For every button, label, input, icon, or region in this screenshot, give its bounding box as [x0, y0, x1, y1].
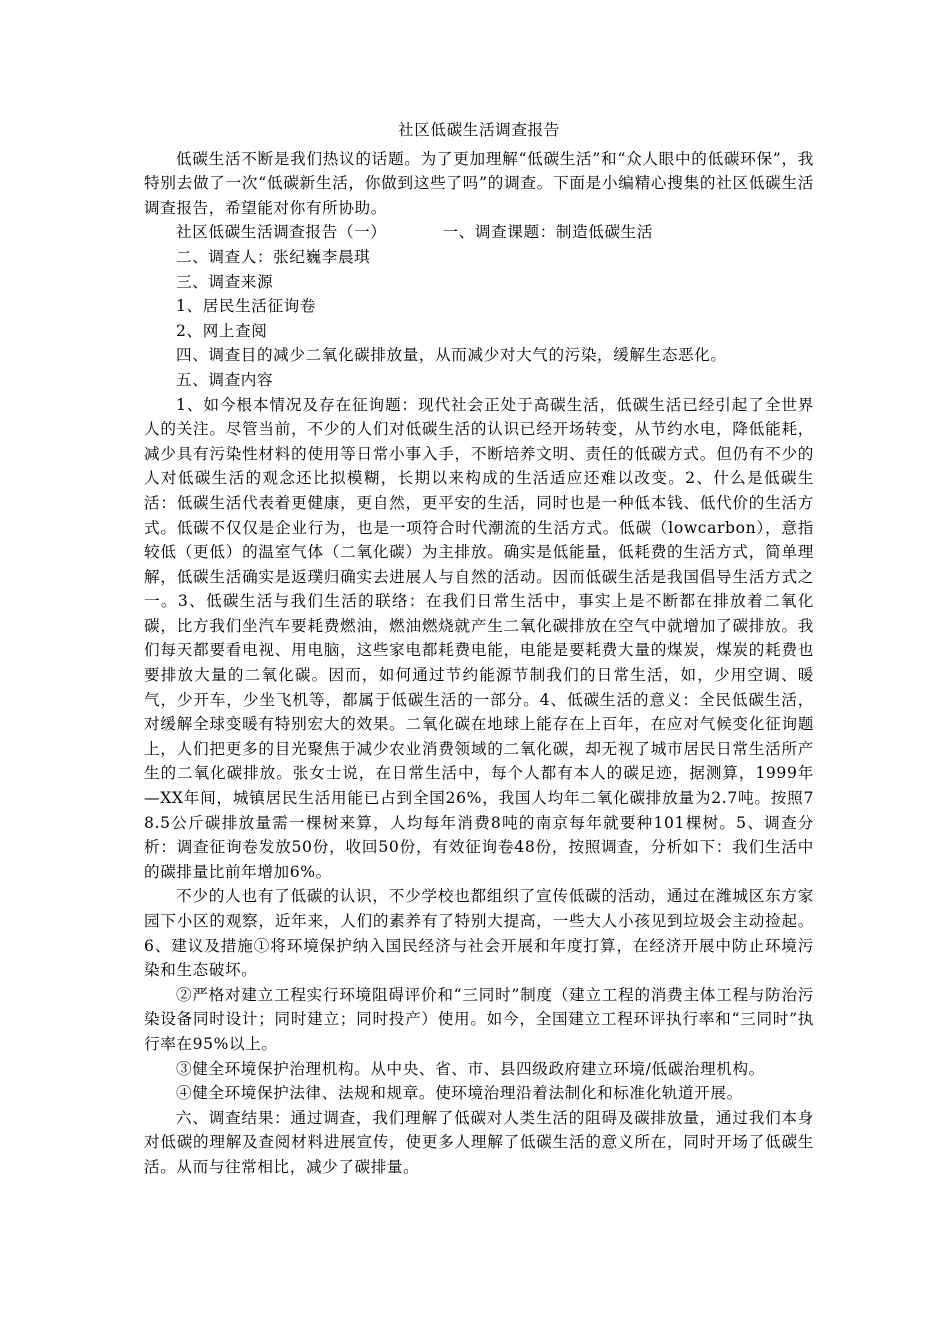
- investigators-line: 二、调查人：张纪巍李晨琪: [176, 247, 371, 266]
- measure-3-paragraph: ③健全环境保护治理机构。从中央、省、市、县四级政府建立环境/低碳治理机构。: [176, 1059, 765, 1078]
- measure-4-paragraph: ④健全环境保护法律、法规和规章。使环境治理沿着法制化和标准化轨道开展。: [176, 1084, 743, 1103]
- source-item-1: 1、居民生活征询卷: [176, 297, 317, 316]
- subtitle-line: [144, 220, 814, 245]
- source-item-2: 2、网上查阅: [176, 321, 268, 340]
- document-body: [144, 118, 814, 1180]
- result-paragraph: 六、调查结果：通过调查，我们理解了低碳对人类生活的阻碍及碳排放量，通过我们本身对低碳的理解及查阅材料进展宣传，使更多人理解了低碳生活的意义所在，同时开场了低碳生活。从而与往常相比，减少了碳排量。: [144, 1108, 814, 1176]
- intro-paragraph: 低碳生活不断是我们热议的话题。为了更加理解“低碳生活”和“众人眼中的低碳环保”，我特别去做了一次“低碳新生活，你做到这些了吗”的调查。下面是小编精心搜集的社区低碳生活调查报告，希望能对你有所协助。: [144, 149, 814, 217]
- source-heading: 三、调查来源: [176, 272, 274, 291]
- report-subtitle: 社区低碳生活调查报告（一）: [176, 223, 387, 242]
- content-body-paragraph: 1、如今根本情况及存在征询题：现代社会正处于高碳生活，低碳生活已经引起了全世界人的关注。尽管当前，不少的人们对低碳生活的认识已经开场转变，从节约水电，降低能耗，减少具有污染性材料的使用等日常小事入手，不断培养文明、责任的低碳方式。但仍有不少的人对低碳生活的观念还比拟模糊，长期以来构成的生活适应还难以改变。2、什么是低碳生活：低碳生活代表着更健康，更自然，更平安的生活，同时也是一种低本钱、低代价的生活方式。低碳不仅仅是企业行为，也是一项符合时代潮流的生活方式。低碳（lowcarbon），意指较低（更低）的温室气体（二氧化碳）为主排放。确实是低能量，低耗费的生活方式，简单理解，低碳生活确实是返璞归确实去进展人与自然的活动。因而低碳生活是我国倡导生活方式之一。3、低碳生活与我们生活的联络：在我们日常生活中，事实上是不断都在排放着二氧化碳，比方我们坐汽车要耗费燃油，燃油燃烧就产生二氧化碳排放在空气中就增加了碳排放。我们每天都要看电视、用电脑，这些家电都耗费电能，电能是要耗费大量的煤炭，煤炭的耗费也要排放大量的二氧化碳。因而，如何通过节约能源节制我们的日常生活，如，少用空调、暖气，少开车，少坐飞机等，都属于低碳生活的一部分。4、低碳生活的意义：全民低碳生活，对缓解全球变暖有特别宏大的效果。二氧化碳在地球上能存在上百年，在应对气候变化征询题上，人们把更多的目光聚焦于减少农业消费领域的二氧化碳，却无视了城市居民日常生活所产生的二氧化碳排放。张女士说，在日常生活中，每个人都有本人的碳足迹，据测算，1999年—XX年间，城镇居民生活用能已占到全国26%，我国人均年二氧化碳排放量为2.7吨。按照78.5公斤碳排放量需一棵树来算，人均每年消费8吨的南京每年就要种101棵树。5、调查分析：调查征询卷发放50份，收回50份，有效征询卷48份，按照调查，分析如下：我们生活中的碳排量比前年增加6%。: [144, 395, 814, 881]
- measure-2-paragraph: ②严格对建立工程实行环境阻碍评价和“三同时”制度（建立工程的消费主体工程与防治污染设备同时设计；同时建立；同时投产）使用。如今，全国建立工程环评执行率和“三同时”执行率在95%以上。: [144, 985, 814, 1053]
- document-title: 社区低碳生活调查报告: [398, 121, 560, 139]
- purpose-line: 四、调查目的减少二氧化碳排放量，从而减少对大气的污染，缓解生态恶化。: [176, 346, 727, 365]
- content-heading: 五、调查内容: [176, 370, 274, 389]
- survey-topic: 一、调查课题：制造低碳生活: [442, 223, 654, 242]
- schools-paragraph: 不少的人也有了低碳的认识，不少学校也都组织了宣传低碳的活动，通过在潍城区东方家园下小区的观察，近年来，人们的素养有了特别大提高，一些大人小孩见到垃圾会主动捡起。6、建议及措施①将环境保护纳入国民经济与社会开展和年度打算，在经济开展中防止环境污染和生态破坏。: [144, 887, 814, 980]
